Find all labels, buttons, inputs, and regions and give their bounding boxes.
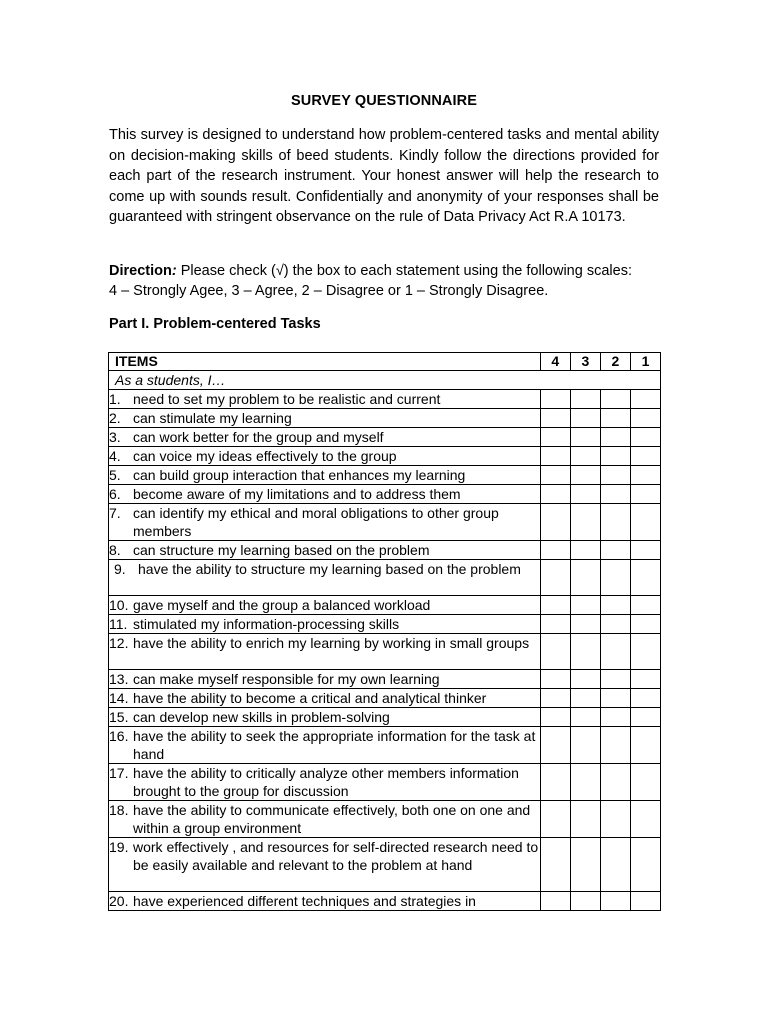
checkbox-scale-3[interactable] bbox=[570, 670, 600, 689]
item-number: 7. bbox=[109, 505, 121, 521]
item-text: work effectively , and resources for self-directed research need to be easily available and relevant to the problem at hand bbox=[133, 839, 539, 873]
item-text: have the ability to seek the appropriate information for the task at hand bbox=[133, 728, 536, 762]
checkbox-scale-2[interactable] bbox=[600, 727, 630, 764]
item-text: can stimulate my learning bbox=[133, 410, 292, 426]
item-number: 8. bbox=[109, 542, 121, 558]
checkbox-scale-4[interactable] bbox=[540, 485, 570, 504]
checkbox-scale-2[interactable] bbox=[600, 428, 630, 447]
item-text: can build group interaction that enhances my learning bbox=[133, 467, 466, 483]
table-row bbox=[109, 447, 661, 466]
item-cell bbox=[109, 689, 541, 708]
checkbox-scale-4[interactable] bbox=[540, 541, 570, 560]
item-number: 17. bbox=[109, 765, 129, 781]
checkbox-scale-1[interactable] bbox=[630, 466, 660, 485]
item-text: stimulated my information-processing skills bbox=[133, 616, 400, 632]
checkbox-scale-3[interactable] bbox=[570, 541, 600, 560]
checkbox-scale-4[interactable] bbox=[540, 409, 570, 428]
checkbox-scale-1[interactable] bbox=[630, 838, 660, 892]
checkbox-scale-1[interactable] bbox=[630, 615, 660, 634]
checkbox-scale-4[interactable] bbox=[540, 838, 570, 892]
item-number: 10. bbox=[109, 597, 129, 613]
item-number: 2. bbox=[109, 410, 121, 426]
checkbox-scale-2[interactable] bbox=[600, 560, 630, 596]
subheader-row bbox=[109, 371, 661, 390]
checkbox-scale-2[interactable] bbox=[600, 838, 630, 892]
subheader-text: As a students, I… bbox=[115, 372, 226, 388]
item-cell bbox=[109, 428, 541, 447]
item-cell bbox=[109, 670, 541, 689]
checkbox-scale-3[interactable] bbox=[570, 892, 600, 911]
table-row bbox=[109, 727, 661, 764]
checkbox-scale-2[interactable] bbox=[600, 615, 630, 634]
scale-header-1: 1 bbox=[630, 353, 660, 371]
item-number: 18. bbox=[109, 802, 129, 818]
table-row bbox=[109, 838, 661, 892]
item-cell bbox=[109, 634, 541, 670]
checkbox-scale-3[interactable] bbox=[570, 634, 600, 670]
checkbox-scale-2[interactable] bbox=[600, 541, 630, 560]
item-text: can work better for the group and myself bbox=[133, 429, 384, 445]
table-row bbox=[109, 390, 661, 409]
checkbox-scale-3[interactable] bbox=[570, 801, 600, 838]
item-text: can develop new skills in problem-solving bbox=[133, 709, 390, 725]
checkbox-scale-3[interactable] bbox=[570, 560, 600, 596]
checkbox-scale-1[interactable] bbox=[630, 670, 660, 689]
checkbox-scale-4[interactable] bbox=[540, 764, 570, 801]
item-number: 9. bbox=[114, 561, 126, 577]
checkbox-scale-2[interactable] bbox=[600, 409, 630, 428]
scale-header-2: 2 bbox=[600, 353, 630, 371]
checkbox-scale-4[interactable] bbox=[540, 634, 570, 670]
checkbox-scale-1[interactable] bbox=[630, 485, 660, 504]
table-row bbox=[109, 409, 661, 428]
checkbox-scale-3[interactable] bbox=[570, 390, 600, 409]
checkbox-scale-3[interactable] bbox=[570, 615, 600, 634]
item-cell bbox=[109, 447, 541, 466]
checkbox-scale-4[interactable] bbox=[540, 670, 570, 689]
checkbox-scale-1[interactable] bbox=[630, 428, 660, 447]
checkbox-scale-1[interactable] bbox=[630, 708, 660, 727]
checkbox-scale-4[interactable] bbox=[540, 560, 570, 596]
checkbox-scale-4[interactable] bbox=[540, 689, 570, 708]
checkbox-scale-3[interactable] bbox=[570, 727, 600, 764]
checkbox-scale-4[interactable] bbox=[540, 708, 570, 727]
checkbox-scale-3[interactable] bbox=[570, 838, 600, 892]
item-text: have the ability to become a critical and analytical thinker bbox=[133, 690, 487, 706]
checkbox-scale-2[interactable] bbox=[600, 670, 630, 689]
checkbox-scale-3[interactable] bbox=[570, 596, 600, 615]
direction-text: Please check (√) the box to each statement using the following scales: bbox=[176, 263, 632, 279]
checkbox-scale-4[interactable] bbox=[540, 727, 570, 764]
checkbox-scale-4[interactable] bbox=[540, 596, 570, 615]
checkbox-scale-4[interactable] bbox=[540, 615, 570, 634]
checkbox-scale-2[interactable] bbox=[600, 689, 630, 708]
item-text: need to set my problem to be realistic and current bbox=[133, 391, 441, 407]
checkbox-scale-2[interactable] bbox=[600, 485, 630, 504]
checkbox-scale-3[interactable] bbox=[570, 708, 600, 727]
checkbox-scale-4[interactable] bbox=[540, 504, 570, 541]
part-title: Part I. Problem-centered Tasks bbox=[109, 316, 321, 332]
table-header-row bbox=[109, 353, 661, 371]
checkbox-scale-2[interactable] bbox=[600, 466, 630, 485]
item-cell bbox=[109, 708, 541, 727]
checkbox-scale-1[interactable] bbox=[630, 892, 660, 911]
table-row bbox=[109, 428, 661, 447]
item-number: 20. bbox=[109, 893, 129, 909]
checkbox-scale-1[interactable] bbox=[630, 560, 660, 596]
scale-header-3: 3 bbox=[570, 353, 600, 371]
item-text: can voice my ideas effectively to the group bbox=[133, 448, 397, 464]
table-row bbox=[109, 801, 661, 838]
table-row bbox=[109, 541, 661, 560]
table-row bbox=[109, 764, 661, 801]
item-cell bbox=[109, 727, 541, 764]
item-cell bbox=[109, 801, 541, 838]
table-row bbox=[109, 892, 661, 911]
checkbox-scale-3[interactable] bbox=[570, 485, 600, 504]
checkbox-scale-3[interactable] bbox=[570, 504, 600, 541]
checkbox-scale-1[interactable] bbox=[630, 409, 660, 428]
direction-block bbox=[109, 261, 669, 301]
direction-label: Direction bbox=[109, 263, 172, 279]
item-cell bbox=[109, 485, 541, 504]
table-row bbox=[109, 634, 661, 670]
checkbox-scale-4[interactable] bbox=[540, 892, 570, 911]
item-text: can structure my learning based on the problem bbox=[133, 542, 430, 558]
item-cell bbox=[109, 764, 541, 801]
survey-table bbox=[108, 352, 661, 911]
item-number: 4. bbox=[109, 448, 121, 464]
item-number: 6. bbox=[109, 486, 121, 502]
checkbox-scale-2[interactable] bbox=[600, 892, 630, 911]
direction-line bbox=[109, 261, 669, 281]
checkbox-scale-1[interactable] bbox=[630, 727, 660, 764]
item-cell bbox=[109, 409, 541, 428]
item-text: have experienced different techniques and strategies in bbox=[133, 893, 476, 909]
checkbox-scale-2[interactable] bbox=[600, 504, 630, 541]
item-number: 11. bbox=[109, 616, 128, 632]
checkbox-scale-1[interactable] bbox=[630, 541, 660, 560]
checkbox-scale-3[interactable] bbox=[570, 447, 600, 466]
checkbox-scale-2[interactable] bbox=[600, 801, 630, 838]
item-text: become aware of my limitations and to address them bbox=[133, 486, 461, 502]
checkbox-scale-2[interactable] bbox=[600, 390, 630, 409]
item-number: 3. bbox=[109, 429, 121, 445]
item-text: have the ability to structure my learning based on the problem bbox=[138, 561, 521, 577]
item-cell bbox=[109, 615, 541, 634]
intro-paragraph: This survey is designed to understand how problem-centered tasks and mental ability on decision-making skills of beed students. Kindly follow the directions provided for each part of the research instrument. Your honest answer will help the research to come up with sounds result. Confidentially and anonymity of your responses shall be guaranteed with stringent observance on the rule of Data Privacy Act R.A 10173. bbox=[109, 127, 659, 225]
checkbox-scale-1[interactable] bbox=[630, 634, 660, 670]
item-text: have the ability to enrich my learning by working in small groups bbox=[133, 635, 530, 651]
direction-colon: : bbox=[171, 263, 177, 279]
table-row bbox=[109, 708, 661, 727]
item-number: 14. bbox=[109, 690, 129, 706]
checkbox-scale-3[interactable] bbox=[570, 466, 600, 485]
checkbox-scale-1[interactable] bbox=[630, 447, 660, 466]
checkbox-scale-1[interactable] bbox=[630, 504, 660, 541]
item-text: have the ability to critically analyze other members information brought to the group for discussion bbox=[133, 765, 519, 799]
checkbox-scale-2[interactable] bbox=[600, 634, 630, 670]
item-number: 13. bbox=[109, 671, 129, 687]
scale-header-4: 4 bbox=[540, 353, 570, 371]
checkbox-scale-1[interactable] bbox=[630, 689, 660, 708]
checkbox-scale-3[interactable] bbox=[570, 409, 600, 428]
item-text: can identify my ethical and moral obligations to other group members bbox=[133, 505, 499, 539]
item-cell bbox=[109, 892, 541, 911]
scale-line: 4 – Strongly Agee, 3 – Agree, 2 – Disagree or 1 – Strongly Disagree. bbox=[109, 283, 549, 299]
item-cell bbox=[109, 596, 541, 615]
checkbox-scale-3[interactable] bbox=[570, 689, 600, 708]
checkbox-scale-1[interactable] bbox=[630, 596, 660, 615]
table-row bbox=[109, 596, 661, 615]
table-row bbox=[109, 560, 661, 596]
item-text: have the ability to communicate effectively, both one on one and within a group environment bbox=[133, 802, 531, 836]
table-row bbox=[109, 670, 661, 689]
item-number: 5. bbox=[109, 467, 121, 483]
table-row bbox=[109, 615, 661, 634]
item-cell bbox=[109, 838, 541, 892]
item-number: 19. bbox=[109, 839, 129, 855]
items-header: ITEMS bbox=[109, 353, 541, 371]
checkbox-scale-4[interactable] bbox=[540, 447, 570, 466]
page-title: SURVEY QUESTIONNAIRE bbox=[291, 93, 477, 109]
checkbox-scale-2[interactable] bbox=[600, 596, 630, 615]
checkbox-scale-2[interactable] bbox=[600, 447, 630, 466]
item-number: 1. bbox=[109, 391, 121, 407]
checkbox-scale-2[interactable] bbox=[600, 764, 630, 801]
item-text: gave myself and the group a balanced workload bbox=[133, 597, 431, 613]
table-row bbox=[109, 689, 661, 708]
item-number: 16. bbox=[109, 728, 129, 744]
table-row bbox=[109, 485, 661, 504]
checkbox-scale-2[interactable] bbox=[600, 708, 630, 727]
checkbox-scale-3[interactable] bbox=[570, 428, 600, 447]
checkbox-scale-4[interactable] bbox=[540, 390, 570, 409]
table-row bbox=[109, 504, 661, 541]
item-number: 15. bbox=[109, 709, 129, 725]
checkbox-scale-3[interactable] bbox=[570, 764, 600, 801]
checkbox-scale-4[interactable] bbox=[540, 428, 570, 447]
table-row bbox=[109, 466, 661, 485]
item-number: 12. bbox=[109, 635, 129, 651]
item-text: can make myself responsible for my own learning bbox=[133, 671, 440, 687]
checkbox-scale-1[interactable] bbox=[630, 764, 660, 801]
checkbox-scale-1[interactable] bbox=[630, 390, 660, 409]
checkbox-scale-1[interactable] bbox=[630, 801, 660, 838]
item-cell bbox=[109, 560, 541, 596]
item-cell bbox=[109, 541, 541, 560]
checkbox-scale-4[interactable] bbox=[540, 801, 570, 838]
item-cell bbox=[109, 466, 541, 485]
item-cell bbox=[109, 504, 541, 541]
item-cell bbox=[109, 390, 541, 409]
checkbox-scale-4[interactable] bbox=[540, 466, 570, 485]
